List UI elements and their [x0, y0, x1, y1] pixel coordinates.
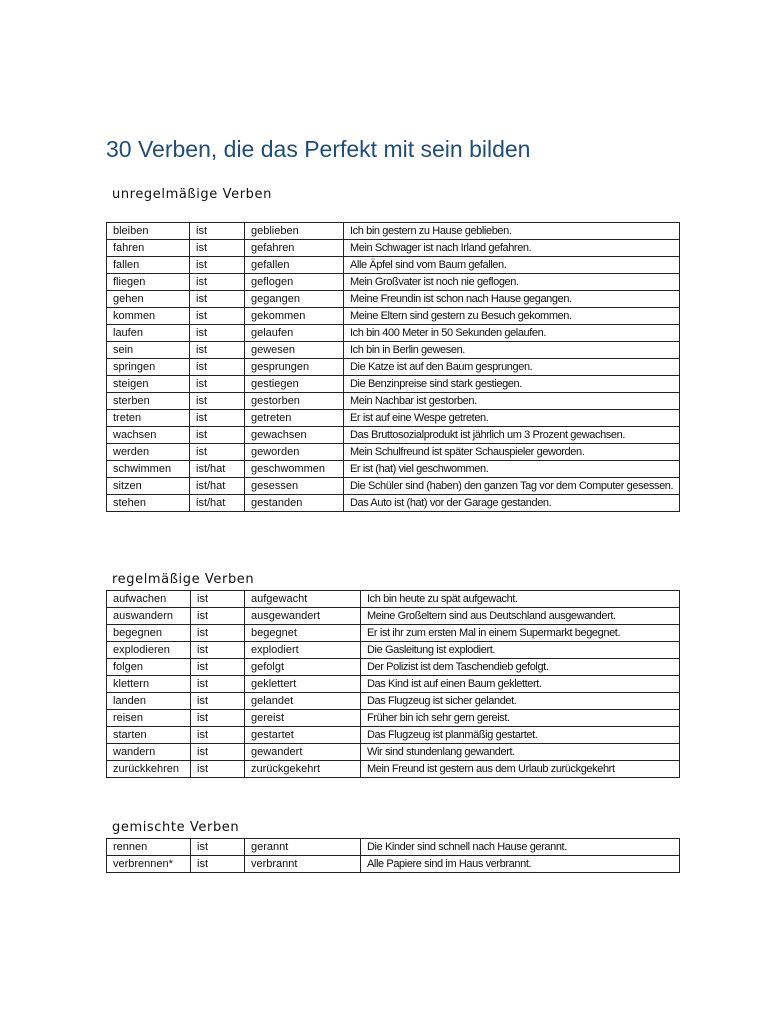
infinitive-cell: steigen — [107, 376, 190, 393]
table-body — [107, 223, 680, 512]
regular-verbs-table — [106, 590, 680, 778]
table-row — [107, 839, 680, 856]
participle-cell: verbrannt — [245, 856, 361, 873]
infinitive-cell: auswandern — [107, 608, 191, 625]
participle-cell: gegangen — [245, 291, 344, 308]
auxiliary-cell: ist — [190, 325, 245, 342]
table-row — [107, 410, 680, 427]
infinitive-cell: fahren — [107, 240, 190, 257]
auxiliary-cell: ist — [190, 291, 245, 308]
auxiliary-cell: ist — [190, 410, 245, 427]
infinitive-cell: reisen — [107, 710, 191, 727]
infinitive-cell: wachsen — [107, 427, 190, 444]
example-sentence-cell: Die Kinder sind schnell nach Hause gerannt. — [361, 839, 680, 856]
participle-cell: gestorben — [245, 393, 344, 410]
infinitive-cell: fallen — [107, 257, 190, 274]
auxiliary-cell: ist — [190, 359, 245, 376]
section-heading-regular: regelmäßige Verben — [112, 572, 255, 587]
example-sentence-cell: Früher bin ich sehr gern gereist. — [361, 710, 680, 727]
auxiliary-cell: ist — [190, 427, 245, 444]
table-row — [107, 308, 680, 325]
table-row — [107, 642, 680, 659]
example-sentence-cell: Die Katze ist auf den Baum gesprungen. — [344, 359, 680, 376]
table-row — [107, 744, 680, 761]
table-row — [107, 478, 680, 495]
table-row — [107, 608, 680, 625]
participle-cell: explodiert — [245, 642, 361, 659]
table-row — [107, 495, 680, 512]
participle-cell: aufgewacht — [245, 591, 361, 608]
example-sentence-cell: Meine Großeltern sind aus Deutschland ausgewandert. — [361, 608, 680, 625]
table-row — [107, 676, 680, 693]
example-sentence-cell: Die Benzinpreise sind stark gestiegen. — [344, 376, 680, 393]
auxiliary-cell: ist — [191, 839, 245, 856]
auxiliary-cell: ist — [191, 676, 245, 693]
participle-cell: gewachsen — [245, 427, 344, 444]
participle-cell: gesprungen — [245, 359, 344, 376]
auxiliary-cell: ist — [191, 659, 245, 676]
auxiliary-cell: ist — [190, 308, 245, 325]
example-sentence-cell: Mein Schulfreund ist später Schauspieler geworden. — [344, 444, 680, 461]
infinitive-cell: schwimmen — [107, 461, 190, 478]
infinitive-cell: folgen — [107, 659, 191, 676]
table-row — [107, 427, 680, 444]
table-row — [107, 856, 680, 873]
auxiliary-cell: ist — [190, 444, 245, 461]
example-sentence-cell: Meine Freundin ist schon nach Hause gegangen. — [344, 291, 680, 308]
table-body — [107, 839, 680, 873]
participle-cell: gestartet — [245, 727, 361, 744]
participle-cell: gestanden — [245, 495, 344, 512]
page-title: 30 Verben, die das Perfekt mit sein bilden — [106, 136, 531, 162]
auxiliary-cell: ist — [190, 376, 245, 393]
infinitive-cell: treten — [107, 410, 190, 427]
participle-cell: gelandet — [245, 693, 361, 710]
table-row — [107, 693, 680, 710]
example-sentence-cell: Die Schüler sind (haben) den ganzen Tag vor dem Computer gesessen. — [344, 478, 680, 495]
section-heading-irregular: unregelmäßige Verben — [112, 187, 272, 202]
infinitive-cell: verbrennen* — [107, 856, 191, 873]
example-sentence-cell: Der Polizist ist dem Taschendieb gefolgt. — [361, 659, 680, 676]
infinitive-cell: aufwachen — [107, 591, 191, 608]
participle-cell: gefolgt — [245, 659, 361, 676]
auxiliary-cell: ist — [190, 342, 245, 359]
table-row — [107, 325, 680, 342]
participle-cell: gestiegen — [245, 376, 344, 393]
infinitive-cell: landen — [107, 693, 191, 710]
infinitive-cell: rennen — [107, 839, 191, 856]
infinitive-cell: klettern — [107, 676, 191, 693]
participle-cell: geworden — [245, 444, 344, 461]
auxiliary-cell: ist — [190, 257, 245, 274]
example-sentence-cell: Wir sind stundenlang gewandert. — [361, 744, 680, 761]
table-row — [107, 240, 680, 257]
mixed-verbs-table — [106, 838, 680, 873]
table-row — [107, 257, 680, 274]
participle-cell: geflogen — [245, 274, 344, 291]
example-sentence-cell: Er ist (hat) viel geschwommen. — [344, 461, 680, 478]
participle-cell: gekommen — [245, 308, 344, 325]
example-sentence-cell: Die Gasleitung ist explodiert. — [361, 642, 680, 659]
example-sentence-cell: Er ist ihr zum ersten Mal in einem Supermarkt begegnet. — [361, 625, 680, 642]
table-row — [107, 223, 680, 240]
infinitive-cell: bleiben — [107, 223, 190, 240]
infinitive-cell: starten — [107, 727, 191, 744]
section-heading-mixed: gemischte Verben — [112, 820, 240, 835]
participle-cell: gewandert — [245, 744, 361, 761]
table-row — [107, 359, 680, 376]
participle-cell: gerannt — [245, 839, 361, 856]
example-sentence-cell: Das Auto ist (hat) vor der Garage gestanden. — [344, 495, 680, 512]
auxiliary-cell: ist/hat — [190, 495, 245, 512]
infinitive-cell: sitzen — [107, 478, 190, 495]
auxiliary-cell: ist — [191, 625, 245, 642]
table-row — [107, 274, 680, 291]
infinitive-cell: laufen — [107, 325, 190, 342]
infinitive-cell: springen — [107, 359, 190, 376]
auxiliary-cell: ist — [191, 710, 245, 727]
participle-cell: gelaufen — [245, 325, 344, 342]
auxiliary-cell: ist — [190, 274, 245, 291]
participle-cell: gereist — [245, 710, 361, 727]
example-sentence-cell: Er ist auf eine Wespe getreten. — [344, 410, 680, 427]
table-row — [107, 291, 680, 308]
table-row — [107, 710, 680, 727]
participle-cell: geschwommen — [245, 461, 344, 478]
example-sentence-cell: Mein Freund ist gestern aus dem Urlaub zurückgekehrt — [361, 761, 680, 778]
participle-cell: begegnet — [245, 625, 361, 642]
participle-cell: gefallen — [245, 257, 344, 274]
infinitive-cell: werden — [107, 444, 190, 461]
example-sentence-cell: Ich bin gestern zu Hause geblieben. — [344, 223, 680, 240]
auxiliary-cell: ist — [190, 240, 245, 257]
auxiliary-cell: ist — [191, 856, 245, 873]
example-sentence-cell: Alle Papiere sind im Haus verbrannt. — [361, 856, 680, 873]
auxiliary-cell: ist — [191, 744, 245, 761]
table-row — [107, 342, 680, 359]
infinitive-cell: gehen — [107, 291, 190, 308]
example-sentence-cell: Mein Großvater ist noch nie geflogen. — [344, 274, 680, 291]
table-row — [107, 727, 680, 744]
example-sentence-cell: Mein Nachbar ist gestorben. — [344, 393, 680, 410]
table-body — [107, 591, 680, 778]
infinitive-cell: explodieren — [107, 642, 191, 659]
example-sentence-cell: Das Bruttosozialprodukt ist jährlich um 3 Prozent gewachsen. — [344, 427, 680, 444]
table-row — [107, 659, 680, 676]
table-row — [107, 376, 680, 393]
participle-cell: gewesen — [245, 342, 344, 359]
table-row — [107, 444, 680, 461]
infinitive-cell: kommen — [107, 308, 190, 325]
infinitive-cell: stehen — [107, 495, 190, 512]
table-row — [107, 625, 680, 642]
auxiliary-cell: ist/hat — [190, 478, 245, 495]
example-sentence-cell: Mein Schwager ist nach Irland gefahren. — [344, 240, 680, 257]
example-sentence-cell: Das Flugzeug ist sicher gelandet. — [361, 693, 680, 710]
example-sentence-cell: Ich bin 400 Meter in 50 Sekunden gelaufen. — [344, 325, 680, 342]
example-sentence-cell: Ich bin in Berlin gewesen. — [344, 342, 680, 359]
auxiliary-cell: ist/hat — [190, 461, 245, 478]
example-sentence-cell: Das Flugzeug ist planmäßig gestartet. — [361, 727, 680, 744]
participle-cell: gesessen — [245, 478, 344, 495]
infinitive-cell: fliegen — [107, 274, 190, 291]
infinitive-cell: sterben — [107, 393, 190, 410]
participle-cell: zurückgekehrt — [245, 761, 361, 778]
auxiliary-cell: ist — [190, 223, 245, 240]
infinitive-cell: wandern — [107, 744, 191, 761]
participle-cell: ausgewandert — [245, 608, 361, 625]
auxiliary-cell: ist — [191, 727, 245, 744]
participle-cell: getreten — [245, 410, 344, 427]
table-row — [107, 591, 680, 608]
auxiliary-cell: ist — [191, 693, 245, 710]
auxiliary-cell: ist — [190, 393, 245, 410]
table-row — [107, 761, 680, 778]
auxiliary-cell: ist — [191, 642, 245, 659]
example-sentence-cell: Meine Eltern sind gestern zu Besuch gekommen. — [344, 308, 680, 325]
participle-cell: gefahren — [245, 240, 344, 257]
infinitive-cell: sein — [107, 342, 190, 359]
infinitive-cell: zurückkehren — [107, 761, 191, 778]
participle-cell: geblieben — [245, 223, 344, 240]
example-sentence-cell: Das Kind ist auf einen Baum geklettert. — [361, 676, 680, 693]
auxiliary-cell: ist — [191, 608, 245, 625]
table-row — [107, 461, 680, 478]
auxiliary-cell: ist — [191, 591, 245, 608]
irregular-verbs-table — [106, 222, 680, 512]
table-row — [107, 393, 680, 410]
example-sentence-cell: Ich bin heute zu spät aufgewacht. — [361, 591, 680, 608]
participle-cell: geklettert — [245, 676, 361, 693]
infinitive-cell: begegnen — [107, 625, 191, 642]
example-sentence-cell: Alle Äpfel sind vom Baum gefallen. — [344, 257, 680, 274]
auxiliary-cell: ist — [191, 761, 245, 778]
